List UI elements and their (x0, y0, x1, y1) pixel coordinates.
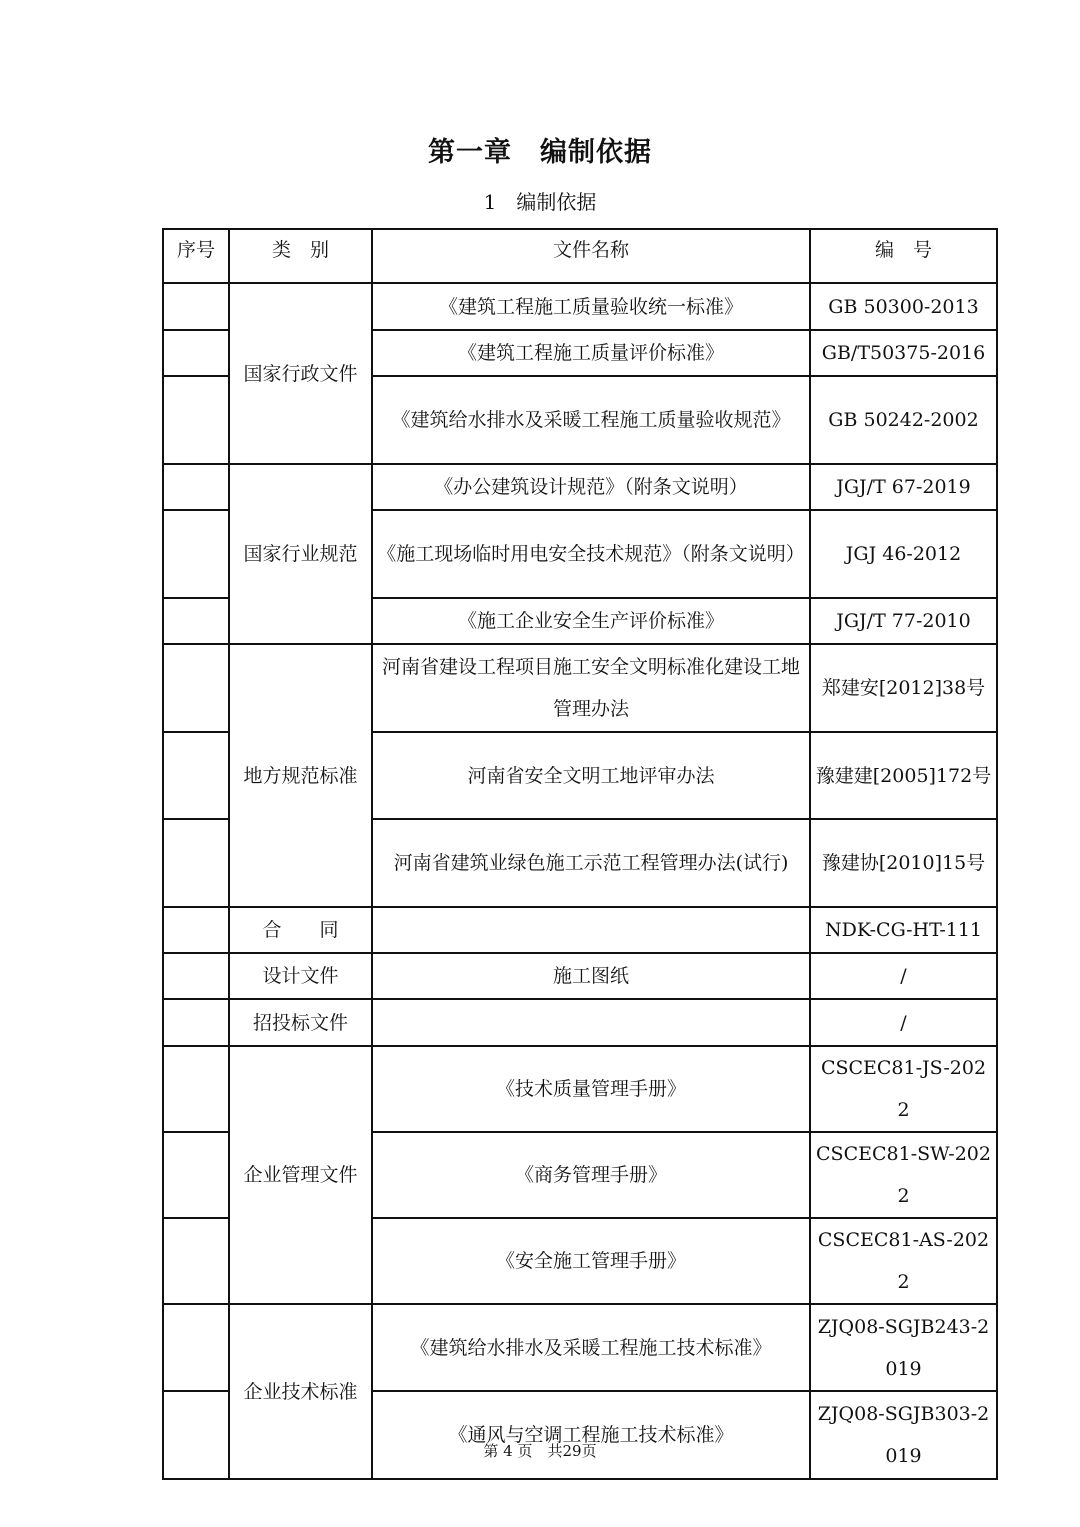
index-cell (163, 1391, 229, 1479)
table-row (163, 644, 997, 732)
table-row (163, 464, 997, 510)
document-name-cell: 施工图纸 (372, 953, 810, 999)
category-cell: 合 同 (229, 907, 372, 953)
document-code-cell: 豫建协[2010]15号 (810, 819, 997, 907)
document-name-cell (372, 999, 810, 1046)
document-code-cell: / (810, 999, 997, 1046)
document-name-cell: 《商务管理手册》 (372, 1132, 810, 1218)
document-name-cell: 《通风与空调工程施工技术标准》 (372, 1391, 810, 1479)
document-name-cell (372, 907, 810, 953)
document-name-cell: 河南省建设工程项目施工安全文明标准化建设工地管理办法 (372, 644, 810, 732)
document-name-cell: 《施工现场临时用电安全技术规范》（附条文说明） (372, 510, 810, 598)
section-title: 1 编制依据 (483, 190, 597, 214)
table-row (163, 283, 997, 330)
table-row (163, 1304, 997, 1391)
document-name-cell: 《建筑给水排水及采暖工程施工技术标准》 (372, 1304, 810, 1391)
table-row (163, 999, 997, 1046)
document-name-cell: 河南省安全文明工地评审办法 (372, 732, 810, 819)
category-cell: 国家行业规范 (229, 464, 372, 644)
document-code-cell: JGJ/T 67-2019 (810, 464, 997, 510)
header-document-name: 文件名称 (372, 229, 810, 283)
table-row (163, 953, 997, 999)
document-name-cell: 《技术质量管理手册》 (372, 1046, 810, 1132)
index-cell (163, 1046, 229, 1132)
category-cell: 国家行政文件 (229, 283, 372, 464)
document-code-cell: 郑建安[2012]38号 (810, 644, 997, 732)
index-cell (163, 1218, 229, 1304)
document-code-cell: CSCEC81-JS-2022 (810, 1046, 997, 1132)
document-code-cell: 豫建建[2005]172号 (810, 732, 997, 819)
header-code: 编 号 (810, 229, 997, 283)
index-cell (163, 644, 229, 732)
document-code-cell: JGJ 46-2012 (810, 510, 997, 598)
document-code-cell: GB 50300-2013 (810, 283, 997, 330)
document-code-cell: ZJQ08-SGJB303-2019 (810, 1391, 997, 1479)
document-name-cell: 《安全施工管理手册》 (372, 1218, 810, 1304)
index-cell (163, 1132, 229, 1218)
index-cell (163, 330, 229, 376)
index-cell (163, 283, 229, 330)
document-code-cell: JGJ/T 77-2010 (810, 598, 997, 644)
basis-table (162, 228, 998, 1480)
index-cell (163, 907, 229, 953)
table-row (163, 907, 997, 953)
index-cell (163, 598, 229, 644)
header-index: 序号 (163, 229, 229, 283)
document-code-cell: GB/T50375-2016 (810, 330, 997, 376)
table-row (163, 1046, 997, 1132)
document-name-cell: 《施工企业安全生产评价标准》 (372, 598, 810, 644)
document-code-cell: CSCEC81-SW-2022 (810, 1132, 997, 1218)
index-cell (163, 1304, 229, 1391)
category-cell: 企业技术标准 (229, 1304, 372, 1479)
document-code-cell: CSCEC81-AS-2022 (810, 1218, 997, 1304)
index-cell (163, 953, 229, 999)
document-name-cell: 《建筑工程施工质量评价标准》 (372, 330, 810, 376)
document-name-cell: 《建筑工程施工质量验收统一标准》 (372, 283, 810, 330)
document-name-cell: 河南省建筑业绿色施工示范工程管理办法(试行) (372, 819, 810, 907)
document-code-cell: GB 50242-2002 (810, 376, 997, 464)
index-cell (163, 999, 229, 1046)
document-name-cell: 《办公建筑设计规范》（附条文说明） (372, 464, 810, 510)
table-header-row (163, 229, 997, 283)
chapter-title: 第一章 编制依据 (428, 137, 652, 168)
document-code-cell: ZJQ08-SGJB243-2019 (810, 1304, 997, 1391)
category-cell: 企业管理文件 (229, 1046, 372, 1304)
category-cell: 招投标文件 (229, 999, 372, 1046)
index-cell (163, 510, 229, 598)
index-cell (163, 464, 229, 510)
index-cell (163, 819, 229, 907)
header-category: 类 别 (229, 229, 372, 283)
document-code-cell: NDK-CG-HT-111 (810, 907, 997, 953)
category-cell: 设计文件 (229, 953, 372, 999)
category-cell: 地方规范标准 (229, 644, 372, 907)
document-code-cell: / (810, 953, 997, 999)
document-name-cell: 《建筑给水排水及采暖工程施工质量验收规范》 (372, 376, 810, 464)
index-cell (163, 376, 229, 464)
page-footer: 第 4 页 共29页 (483, 1442, 597, 1460)
index-cell (163, 732, 229, 819)
